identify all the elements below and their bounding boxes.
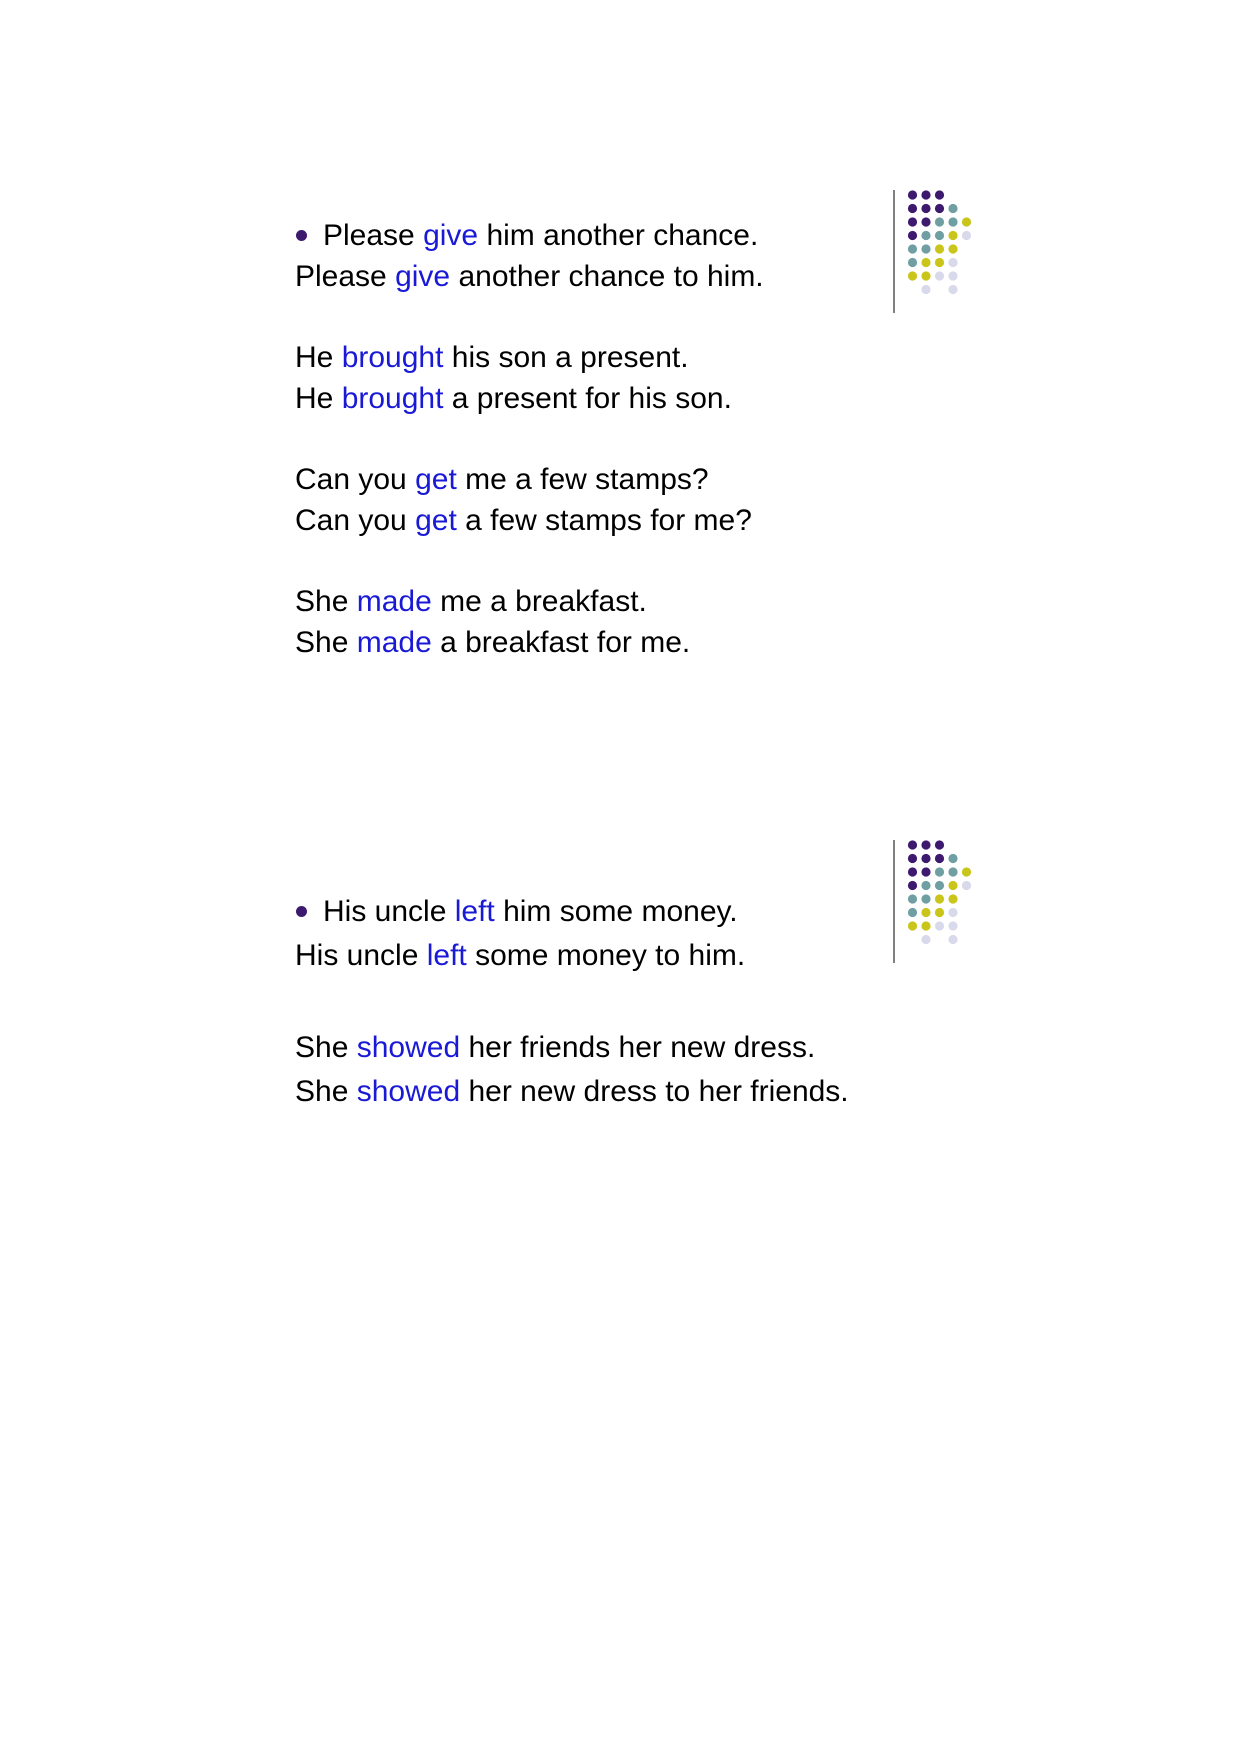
verb-highlight: get	[415, 504, 457, 537]
sentence-line	[295, 1026, 849, 1070]
dot-grid-decoration-icon	[893, 190, 983, 315]
decor-dot	[962, 867, 971, 876]
decor-dot	[921, 881, 930, 890]
slide-1	[0, 0, 1241, 700]
decor-dot	[921, 217, 930, 226]
decor-dot	[908, 894, 917, 903]
sentence-text-post: me a breakfast.	[431, 585, 647, 618]
sentence-line	[295, 500, 764, 541]
spacer	[295, 978, 849, 1026]
decor-dot	[921, 908, 930, 917]
decor-dot	[935, 258, 944, 267]
decor-dot	[921, 231, 930, 240]
slide-2-content	[295, 890, 849, 1114]
sentence-text-pre: Can you	[295, 463, 416, 496]
sentence-line	[295, 581, 764, 622]
sentence-text-post: her new dress to her friends.	[460, 1075, 849, 1108]
verb-highlight: give	[395, 260, 451, 293]
decor-dot	[935, 921, 944, 930]
spacer	[295, 541, 764, 581]
decor-dot	[935, 854, 944, 863]
decor-dot	[921, 894, 930, 903]
sentence-text-post: a breakfast for me.	[431, 626, 691, 659]
sentence-text-pre: She	[295, 626, 357, 659]
sentence-text-post: a present for his son.	[443, 382, 732, 415]
decor-dot	[908, 231, 917, 240]
decor-dot	[921, 258, 930, 267]
sentence-text-pre: Please	[295, 260, 396, 293]
verb-highlight: give	[423, 219, 479, 252]
spacer	[295, 297, 764, 337]
sentence-text-pre: He	[295, 341, 342, 374]
decor-dot	[948, 908, 957, 917]
sentence-text-pre: She	[295, 1075, 357, 1108]
verb-highlight: showed	[356, 1031, 461, 1064]
sentence-text-post: another chance to him.	[450, 260, 764, 293]
sentence-line	[295, 1070, 849, 1114]
verb-highlight: brought	[341, 382, 444, 415]
decor-dot	[921, 285, 930, 294]
sentence-text-post: a few stamps for me?	[456, 504, 752, 537]
decor-dot	[921, 867, 930, 876]
sentence-line	[295, 622, 764, 663]
decor-dot	[921, 921, 930, 930]
decor-dot	[908, 840, 917, 849]
decor-dot	[948, 258, 957, 267]
sentence-text-post: him another chance.	[478, 219, 759, 252]
decor-dot	[921, 271, 930, 280]
slide-1-content	[295, 215, 764, 663]
decor-dot	[935, 840, 944, 849]
decor-dot	[921, 840, 930, 849]
sentence-text-pre: His uncle	[323, 895, 455, 928]
verb-highlight: brought	[341, 341, 444, 374]
sentence-line	[295, 459, 764, 500]
sentence-line	[295, 934, 849, 978]
verb-highlight: get	[415, 463, 457, 496]
decor-dot	[921, 204, 930, 213]
decor-dot	[948, 921, 957, 930]
decor-dot	[948, 244, 957, 253]
decor-dot	[935, 204, 944, 213]
decor-dot	[908, 190, 917, 199]
decor-dot	[935, 881, 944, 890]
decor-dot	[962, 217, 971, 226]
decor-dot	[948, 867, 957, 876]
decor-dot	[908, 881, 917, 890]
sentence-line	[295, 256, 764, 297]
verb-highlight: showed	[356, 1075, 461, 1108]
decor-dot	[935, 894, 944, 903]
decor-dot	[935, 271, 944, 280]
sentence-line	[295, 890, 849, 934]
decor-dot	[908, 908, 917, 917]
decor-dot	[908, 921, 917, 930]
decor-dot	[948, 935, 957, 944]
decor-dot	[908, 258, 917, 267]
spacer	[295, 419, 764, 459]
sentence-line	[295, 378, 764, 419]
decor-dot	[948, 854, 957, 863]
decor-dot	[948, 204, 957, 213]
decor-dot	[908, 854, 917, 863]
verb-highlight: made	[356, 585, 432, 618]
decor-dot	[935, 231, 944, 240]
sentence-text-pre: He	[295, 382, 342, 415]
sentence-text-pre: Please	[323, 219, 424, 252]
verb-highlight: left	[454, 895, 495, 928]
decor-dot	[921, 244, 930, 253]
verb-highlight: made	[356, 626, 432, 659]
decor-dot	[935, 908, 944, 917]
decor-dot	[962, 881, 971, 890]
decor-dot	[921, 854, 930, 863]
decor-dot	[948, 285, 957, 294]
decor-dot	[908, 204, 917, 213]
decor-dot	[908, 867, 917, 876]
sentence-text-post: his son a present.	[443, 341, 689, 374]
dot-grid-decoration-icon	[893, 840, 983, 965]
decor-dot	[908, 244, 917, 253]
sentence-text-post: me a few stamps?	[456, 463, 709, 496]
slide-2	[0, 830, 1241, 1230]
decor-dot	[948, 231, 957, 240]
sentence-text-pre: She	[295, 1031, 357, 1064]
decor-dot	[948, 894, 957, 903]
sentence-text-pre: She	[295, 585, 357, 618]
sentence-text-post: him some money.	[494, 895, 738, 928]
decor-dot	[908, 271, 917, 280]
decor-dot	[935, 190, 944, 199]
sentence-line	[295, 215, 764, 256]
sentence-text-post: some money to him.	[466, 939, 746, 972]
sentence-line	[295, 337, 764, 378]
sentence-text-post: her friends her new dress.	[460, 1031, 816, 1064]
decor-dot	[948, 217, 957, 226]
decor-dot	[921, 190, 930, 199]
decor-dot	[948, 271, 957, 280]
decor-dot	[935, 244, 944, 253]
decor-dot	[908, 217, 917, 226]
verb-highlight: left	[426, 939, 467, 972]
sentence-text-pre: His uncle	[295, 939, 427, 972]
decor-dot	[962, 231, 971, 240]
sentence-text-pre: Can you	[295, 504, 416, 537]
decor-dot	[935, 867, 944, 876]
decor-dot	[921, 935, 930, 944]
decor-dot	[948, 881, 957, 890]
decor-dot	[935, 217, 944, 226]
